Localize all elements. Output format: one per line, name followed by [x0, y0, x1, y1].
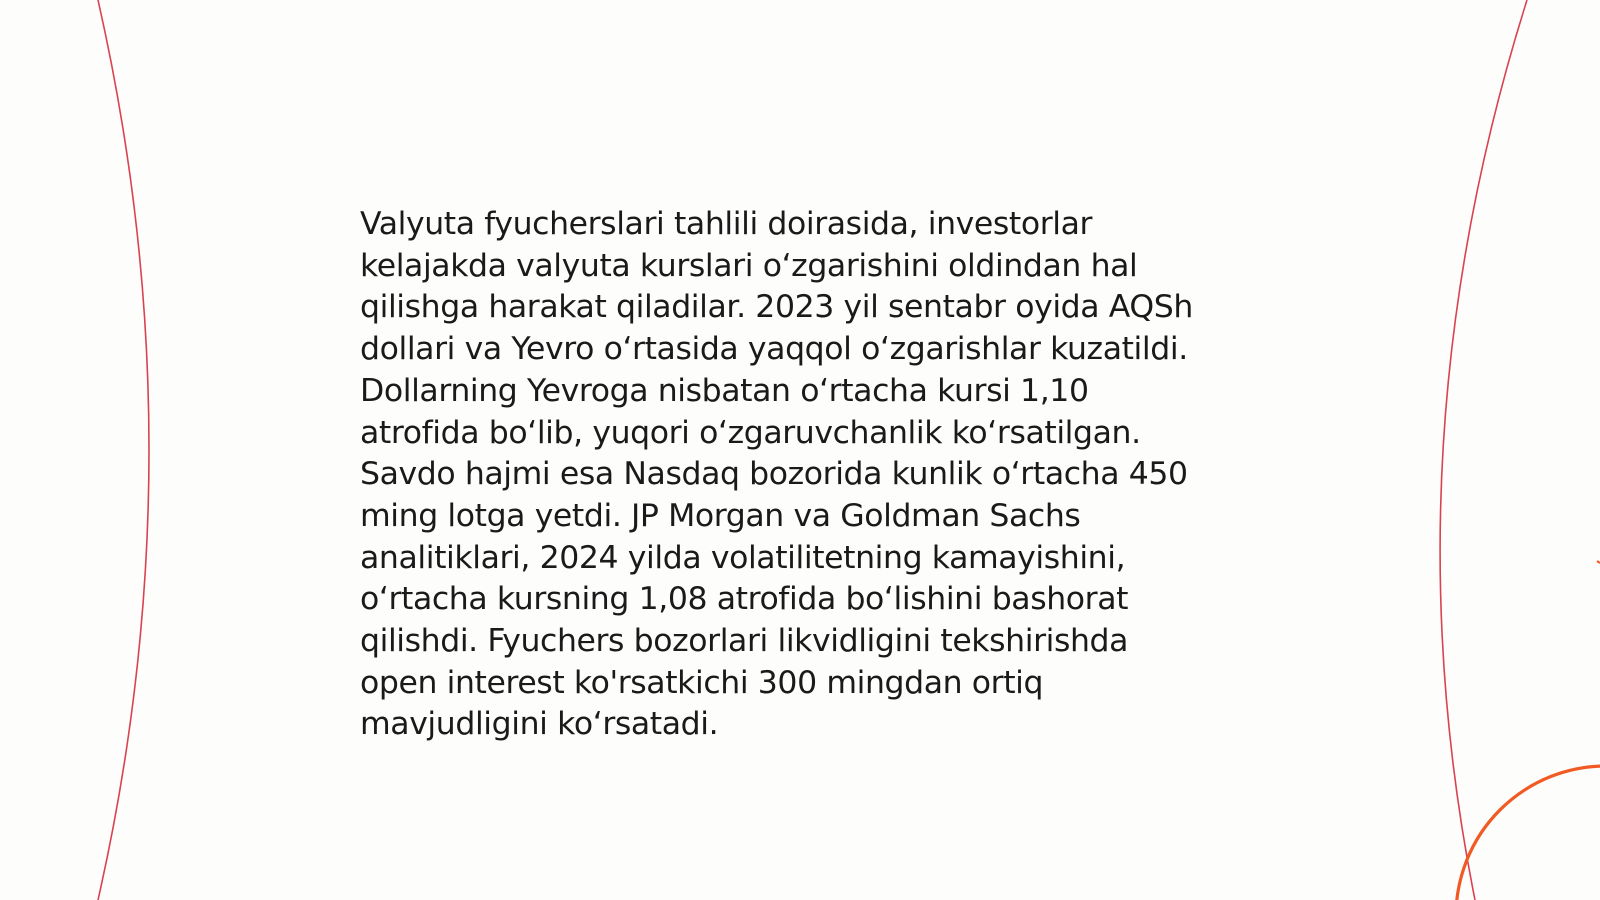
paragraph-line: o‘rtacha kursning 1,08 atrofida bo‘lishini bashorat — [360, 581, 1129, 618]
paragraph-line: ming lotga yetdi. JP Morgan va Goldman Sachs — [360, 497, 1081, 534]
paragraph-line: atrofida bo‘lib, yuqori o‘zgaruvchanlik ko‘rsatilgan. — [360, 414, 1141, 451]
paragraph-line: kelajakda valyuta kurslari o‘zgarishini oldindan hal — [360, 247, 1138, 284]
paragraph-line: mavjudligini ko‘rsatadi. — [360, 706, 719, 743]
orange-circle-arc — [1456, 766, 1600, 900]
paragraph-line: qilishdi. Fyuchers bozorlari likvidligini tekshirishda — [360, 623, 1129, 660]
paragraph-line: Valyuta fyucherslari tahlili doirasida, investorlar — [360, 206, 1093, 242]
body-paragraph — [360, 204, 1240, 746]
paragraph-line: Savdo hajmi esa Nasdaq bozorida kunlik o‘rtacha 450 — [360, 456, 1188, 493]
left-red-arc — [98, 0, 149, 900]
paragraph-line: dollari va Yevro o‘rtasida yaqqol o‘zgarishlar kuzatildi. — [360, 331, 1188, 368]
paragraph-line: analitiklari, 2024 yilda volatilitetning kamayishini, — [360, 539, 1126, 576]
paragraph-line: open interest ko'rsatkichi 300 mingdan ortiq — [360, 664, 1044, 701]
right-red-arc — [1440, 0, 1527, 900]
paragraph-line: qilishga harakat qiladilar. 2023 yil sentabr oyida AQSh — [360, 289, 1193, 326]
paragraph-line: Dollarning Yevroga nisbatan o‘rtacha kursi 1,10 — [360, 372, 1089, 409]
